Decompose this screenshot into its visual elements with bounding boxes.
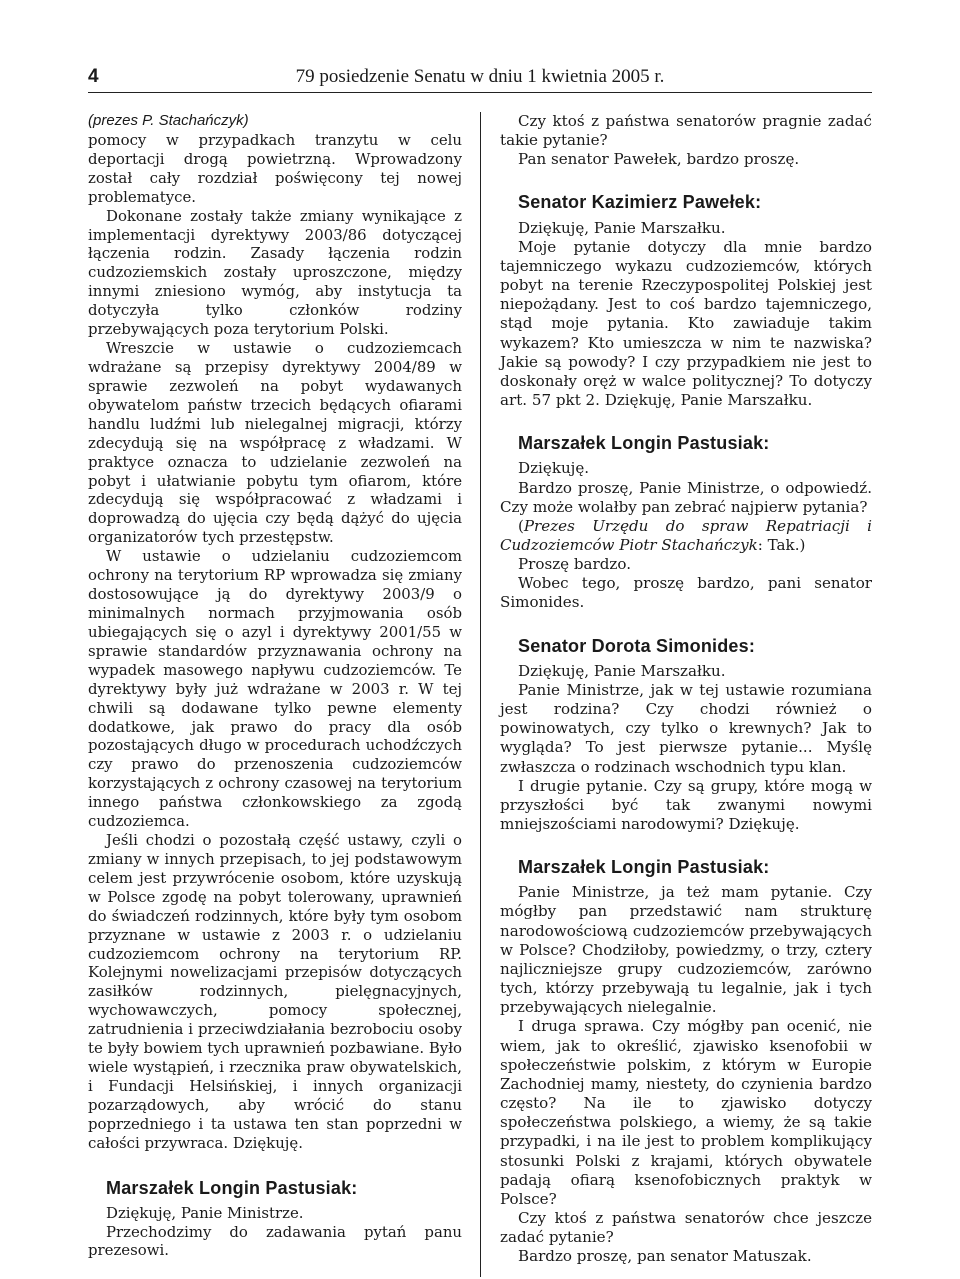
stage-direction: [500, 517, 872, 555]
speaker-heading: Senator Kazimierz Pawełek:: [518, 192, 762, 213]
paragraph: Dziękuję, Panie Ministrze.: [106, 1203, 304, 1222]
speaker-continuation-tag: (prezes P. Stachańczyk): [88, 112, 249, 129]
paragraph: Panie Ministrze, jak w tej ustawie rozumiana jest rodzina? Czy chodzi również o powinowatych, czy tylko o krewnych? Jak to wygląda? To jest pierwsze pytanie... Myślę zwłaszcza o rodzinach wschodnich typu klan.: [500, 680, 872, 776]
paragraph: W ustawie o udzielaniu cudzoziemcom ochrony na terytorium RP wprowadza się zmiany dostosowujące ją do dyrektywy 2003/9 o minimalnych normach przyjmowania osób ubiegających się o azyl i dyrektywy 2001/55 w sprawie standardów przyznawania ochrony na wypadek masowego napływu cudzoziemców. Te dyrektywy były już wdrażane w 2003 r. W tej chwili są dodawane tylko pewne elementy dodatkowe, jak prawo do pracy dla osób pozostających długo w procedurach uchodźczych czy prawo do przenoszenia cudzoziemców korzystających z ochrony czasowej na terytorium innego państwa członkowskiego za zgodą cudzoziemca.: [88, 547, 462, 831]
paragraph: Dokonane zostały także zmiany wynikające z implementacji dyrektywy 2003/86 dotyczącej łączenia rodzin. Zasady łączenia rodzin cudzoziemskich zostały uproszczone, między innymi zniesiono wymóg, aby instytucja ta dotyczyła tylko członków rodziny przebywających poza terytorium Polski.: [88, 206, 462, 339]
paragraph: Dziękuję, Panie Marszałku.: [518, 661, 726, 680]
paragraph: Bardzo proszę, pan senator Matuszak.: [518, 1247, 812, 1266]
page-header: [88, 66, 872, 93]
paragraph: Wobec tego, proszę bardzo, pani senator Simonides.: [500, 574, 872, 612]
stage-direction-speaker: Prezes Urzędu do spraw Repatriacji i Cudzoziemców Piotr Stachańczyk: [500, 516, 872, 554]
left-column: [88, 112, 462, 1260]
stage-direction-open: (: [518, 516, 524, 535]
paragraph: Przechodzimy do zadawania pytań panu prezesowi.: [88, 1222, 462, 1260]
speaker-heading: Marszałek Longin Pastusiak:: [518, 433, 770, 454]
paragraph: Proszę bardzo.: [518, 555, 631, 574]
paragraph: Panie Ministrze, ja też mam pytanie. Czy mógłby pan przedstawić nam strukturę narodowościową cudzoziemców przebywających w Polsce? Chodziłoby, powiedzmy, o trzy, cztery najliczniejsze grupy cudzoziemców, zarówno tych, którzy przebywają tu legalnie, jak i tych przebywających nielegalnie.: [500, 883, 872, 1017]
speaker-heading: Marszałek Longin Pastusiak:: [106, 1177, 358, 1198]
paragraph: Pan senator Pawełek, bardzo proszę.: [518, 150, 800, 169]
paragraph: Dziękuję, Panie Marszałku.: [518, 218, 726, 237]
page-number: 4: [88, 66, 99, 87]
paragraph: Dziękuję.: [518, 459, 590, 478]
right-column: [500, 112, 872, 1266]
paragraph: I druga sprawa. Czy mógłby pan ocenić, nie wiem, jak to określić, zjawisko ksenofobii w społeczeństwie polskim, z którym w Europie Zachodniej mamy, niestety, do czynienia bardzo często? Na ile to zjawisko dotyczy społeczeństwa polskiego, a wiemy, że są takie przypadki, i na ile jest to problem komplikujący stosunki Polski z krajami, których obywatele padają ofiarą ksenofobicznych praktyk w Polsce?: [500, 1017, 872, 1208]
stage-direction-text: : Tak.): [757, 535, 806, 554]
paragraph: Moje pytanie dotyczy dla mnie bardzo tajemniczego wykazu cudzoziemców, których pobyt na terenie Rzeczypospolitej Polskiej jest niepożądany. Jest to coś bardzo tajemniczego, stąd moje pytania. Kto zawiaduje takim wykazem? Kto umieszcza w nim te nazwiska? Jakie są powody? I czy przypadkiem nie jest to doskonały oręż w walce politycznej? To dotyczy art. 57 pkt 2. Dziękuję, Panie Marszałku.: [500, 237, 872, 410]
paragraph: pomocy w przypadkach tranzytu w celu deportacji drogą powietrzną. Wprowadzony został cały rozdział poświęcony tej nowej problematyce.: [88, 130, 462, 206]
paragraph: Jeśli chodzi o pozostałą część ustawy, czyli o zmiany w innych przepisach, to jej podstawowym celem jest przywrócenie osobom, które uzyskują w Polsce zgodę na pobyt tolerowany, uprawnień do świadczeń rodzinnych, które były tym osobom przyznane w ustawie z 2003 r. o udzielaniu cudzoziemcom ochrony na terytorium RP. Kolejnymi nowelizacjami przepisów dotyczących zasiłków rodzinnych, pielęgnacyjnych, wychowawczych, pomocy społecznej, zatrudnienia i przeciwdziałania bezrobociu osoby te były bowiem tych uprawnień pozbawiane. Było wiele wystąpień, i rzecznika praw obywatelskich, i Fundacji Helsińskiej, i innych organizacji pozarządowych, aby wrócić do stanu poprzedniego i ta ustawa ten stan poprzedni w całości przywraca. Dziękuję.: [88, 831, 462, 1152]
header-title: 79 posiedzenie Senatu w dniu 1 kwietnia 2005 r.: [295, 66, 665, 87]
paragraph: Bardzo proszę, Panie Ministrze, o odpowiedź. Czy może wolałby pan zebrać najpierw pytania?: [500, 478, 872, 516]
paragraph: I drugie pytanie. Czy są grupy, które mogą w przyszłości być tak zwanymi nowymi mniejszościami narodowymi? Dziękuję.: [500, 776, 872, 833]
paragraph: Czy ktoś z państwa senatorów pragnie zadać takie pytanie?: [500, 112, 872, 150]
speaker-heading: Marszałek Longin Pastusiak:: [518, 857, 770, 878]
speaker-heading: Senator Dorota Simonides:: [518, 635, 756, 656]
paragraph: Wreszcie w ustawie o cudzoziemcach wdrażane są przepisy dyrektywy 2004/89 w sprawie zezwoleń na pobyt wydawanych obywatelom państw trzecich będących ofiarami handlu ludźmi lub nielegalnej migracji, którzy zdecydują się na współpracę z władzami. W praktyce oznacza to udzielanie zezwoleń na pobyt i ułatwianie pobytu tym ofiarom, które zdecydują się współpracować z władzami i doprowadzą do ujęcia czy będą dążyć do ujęcia organizatorów tych przestępstw.: [88, 339, 462, 547]
column-divider: [480, 112, 481, 1277]
paragraph: Czy ktoś z państwa senatorów chce jeszcze zadać pytanie?: [500, 1208, 872, 1247]
